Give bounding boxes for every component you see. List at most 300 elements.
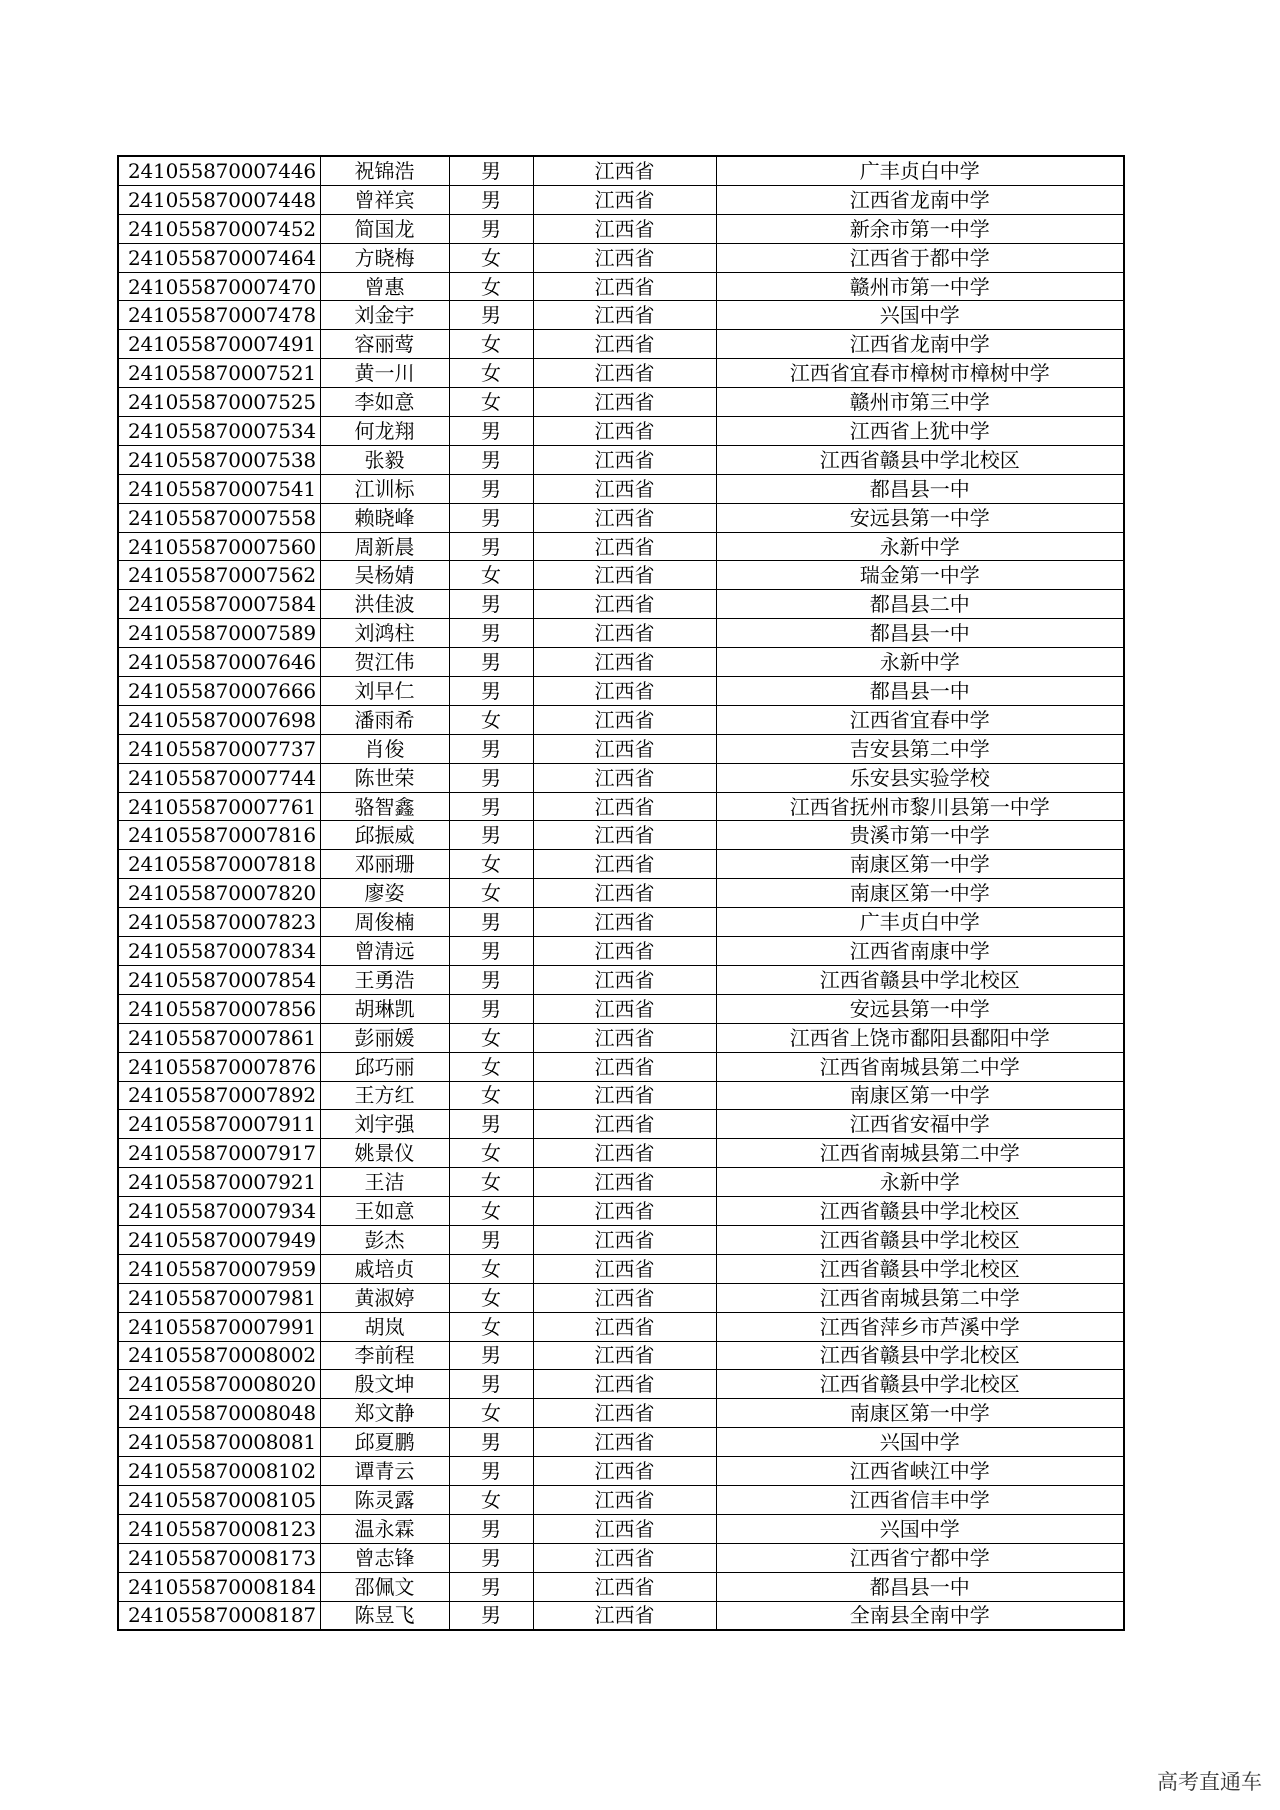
school-cell: 江西省宜春市樟树市樟树中学 [716,359,1124,388]
gender-cell: 女 [449,1023,533,1052]
exam-id-cell: 241055870007861 [118,1023,320,1052]
gender-cell: 女 [449,1081,533,1110]
gender-cell: 男 [449,792,533,821]
school-cell: 广丰贞白中学 [716,908,1124,937]
gender-cell: 男 [449,994,533,1023]
gender-cell: 男 [449,619,533,648]
province-cell: 江西省 [533,330,716,359]
gender-cell: 女 [449,850,533,879]
school-cell: 都昌县一中 [716,1572,1124,1601]
table-row [118,648,1124,677]
exam-id-cell: 241055870007981 [118,1283,320,1312]
table-row [118,503,1124,532]
exam-id-cell: 241055870007464 [118,243,320,272]
province-cell: 江西省 [533,503,716,532]
table-row [118,937,1124,966]
province-cell: 江西省 [533,359,716,388]
province-cell: 江西省 [533,1572,716,1601]
name-cell: 廖姿 [320,879,449,908]
exam-id-cell: 241055870007876 [118,1052,320,1081]
school-cell: 广丰贞白中学 [716,156,1124,185]
student-roster-table [117,155,1125,1631]
school-cell: 全南县全南中学 [716,1601,1124,1630]
exam-id-cell: 241055870007470 [118,272,320,301]
province-cell: 江西省 [533,1081,716,1110]
exam-id-cell: 241055870007698 [118,705,320,734]
province-cell: 江西省 [533,1168,716,1197]
exam-id-cell: 241055870007856 [118,994,320,1023]
gender-cell: 男 [449,1341,533,1370]
province-cell: 江西省 [533,214,716,243]
school-cell: 永新中学 [716,648,1124,677]
table-row [118,994,1124,1023]
exam-id-cell: 241055870007744 [118,763,320,792]
school-cell: 江西省宜春中学 [716,705,1124,734]
province-cell: 江西省 [533,185,716,214]
name-cell: 王如意 [320,1197,449,1226]
name-cell: 陈灵露 [320,1485,449,1514]
province-cell: 江西省 [533,272,716,301]
name-cell: 何龙翔 [320,417,449,446]
gender-cell: 男 [449,532,533,561]
table-row [118,359,1124,388]
gender-cell: 男 [449,677,533,706]
name-cell: 胡岚 [320,1312,449,1341]
table-row [118,705,1124,734]
school-cell: 乐安县实验学校 [716,763,1124,792]
school-cell: 江西省龙南中学 [716,185,1124,214]
exam-id-cell: 241055870008187 [118,1601,320,1630]
school-cell: 江西省赣县中学北校区 [716,1254,1124,1283]
name-cell: 潘雨希 [320,705,449,734]
table-row [118,1485,1124,1514]
school-cell: 都昌县一中 [716,474,1124,503]
exam-id-cell: 241055870008002 [118,1341,320,1370]
province-cell: 江西省 [533,417,716,446]
province-cell: 江西省 [533,1139,716,1168]
gender-cell: 男 [449,1370,533,1399]
exam-id-cell: 241055870007854 [118,965,320,994]
gender-cell: 男 [449,937,533,966]
school-cell: 南康区第一中学 [716,879,1124,908]
name-cell: 黄淑婷 [320,1283,449,1312]
school-cell: 江西省安福中学 [716,1110,1124,1139]
name-cell: 方晓梅 [320,243,449,272]
exam-id-cell: 241055870007558 [118,503,320,532]
exam-id-cell: 241055870007917 [118,1139,320,1168]
province-cell: 江西省 [533,445,716,474]
gender-cell: 男 [449,1601,533,1630]
exam-id-cell: 241055870007934 [118,1197,320,1226]
gender-cell: 女 [449,388,533,417]
name-cell: 陈昱飞 [320,1601,449,1630]
province-cell: 江西省 [533,908,716,937]
province-cell: 江西省 [533,1399,716,1428]
exam-id-cell: 241055870007737 [118,734,320,763]
school-cell: 江西省赣县中学北校区 [716,1225,1124,1254]
school-cell: 都昌县一中 [716,619,1124,648]
school-cell: 江西省赣县中学北校区 [716,1341,1124,1370]
province-cell: 江西省 [533,677,716,706]
table-row [118,1312,1124,1341]
gender-cell: 男 [449,214,533,243]
watermark-text: 高考直通车 [1157,1770,1262,1794]
province-cell: 江西省 [533,821,716,850]
province-cell: 江西省 [533,734,716,763]
exam-id-cell: 241055870007892 [118,1081,320,1110]
gender-cell: 男 [449,648,533,677]
school-cell: 南康区第一中学 [716,1081,1124,1110]
province-cell: 江西省 [533,1110,716,1139]
gender-cell: 女 [449,1254,533,1283]
province-cell: 江西省 [533,1543,716,1572]
gender-cell: 男 [449,908,533,937]
exam-id-cell: 241055870008020 [118,1370,320,1399]
province-cell: 江西省 [533,1283,716,1312]
exam-id-cell: 241055870007584 [118,590,320,619]
gender-cell: 女 [449,359,533,388]
name-cell: 吴杨婧 [320,561,449,590]
gender-cell: 男 [449,763,533,792]
school-cell: 安远县第一中学 [716,503,1124,532]
school-cell: 江西省赣县中学北校区 [716,445,1124,474]
province-cell: 江西省 [533,1197,716,1226]
exam-id-cell: 241055870008173 [118,1543,320,1572]
name-cell: 郑文静 [320,1399,449,1428]
school-cell: 江西省于都中学 [716,243,1124,272]
name-cell: 赖晓峰 [320,503,449,532]
exam-id-cell: 241055870007816 [118,821,320,850]
name-cell: 曾惠 [320,272,449,301]
table-row [118,185,1124,214]
name-cell: 邱巧丽 [320,1052,449,1081]
exam-id-cell: 241055870008105 [118,1485,320,1514]
table-row [118,879,1124,908]
table-row [118,1110,1124,1139]
school-cell: 江西省南城县第二中学 [716,1139,1124,1168]
gender-cell: 男 [449,590,533,619]
exam-id-cell: 241055870007446 [118,156,320,185]
school-cell: 都昌县一中 [716,677,1124,706]
name-cell: 彭丽媛 [320,1023,449,1052]
roster-body [118,156,1124,1630]
exam-id-cell: 241055870008184 [118,1572,320,1601]
table-row [118,445,1124,474]
school-cell: 南康区第一中学 [716,1399,1124,1428]
exam-id-cell: 241055870007991 [118,1312,320,1341]
name-cell: 曾清远 [320,937,449,966]
name-cell: 容丽莺 [320,330,449,359]
gender-cell: 男 [449,185,533,214]
gender-cell: 男 [449,156,533,185]
school-cell: 江西省信丰中学 [716,1485,1124,1514]
table-row [118,619,1124,648]
name-cell: 肖俊 [320,734,449,763]
province-cell: 江西省 [533,474,716,503]
gender-cell: 女 [449,1485,533,1514]
exam-id-cell: 241055870007478 [118,301,320,330]
table-row [118,763,1124,792]
gender-cell: 男 [449,1543,533,1572]
school-cell: 江西省赣县中学北校区 [716,965,1124,994]
name-cell: 温永霖 [320,1514,449,1543]
table-row [118,1023,1124,1052]
province-cell: 江西省 [533,965,716,994]
school-cell: 永新中学 [716,1168,1124,1197]
gender-cell: 女 [449,1283,533,1312]
table-row [118,1341,1124,1370]
table-row [118,532,1124,561]
table-row [118,330,1124,359]
exam-id-cell: 241055870007448 [118,185,320,214]
name-cell: 贺江伟 [320,648,449,677]
name-cell: 祝锦浩 [320,156,449,185]
school-cell: 江西省上饶市鄱阳县鄱阳中学 [716,1023,1124,1052]
table-row [118,1052,1124,1081]
province-cell: 江西省 [533,1052,716,1081]
school-cell: 都昌县二中 [716,590,1124,619]
gender-cell: 女 [449,1312,533,1341]
gender-cell: 女 [449,272,533,301]
province-cell: 江西省 [533,1312,716,1341]
name-cell: 胡琳凯 [320,994,449,1023]
exam-id-cell: 241055870008081 [118,1428,320,1457]
province-cell: 江西省 [533,1428,716,1457]
table-row [118,1283,1124,1312]
exam-id-cell: 241055870007589 [118,619,320,648]
table-row [118,561,1124,590]
name-cell: 刘鸿柱 [320,619,449,648]
province-cell: 江西省 [533,1601,716,1630]
school-cell: 江西省萍乡市芦溪中学 [716,1312,1124,1341]
school-cell: 江西省宁都中学 [716,1543,1124,1572]
table-row [118,272,1124,301]
name-cell: 张毅 [320,445,449,474]
table-row [118,850,1124,879]
table-row [118,1081,1124,1110]
gender-cell: 女 [449,1052,533,1081]
exam-id-cell: 241055870007834 [118,937,320,966]
province-cell: 江西省 [533,561,716,590]
name-cell: 谭青云 [320,1457,449,1486]
exam-id-cell: 241055870007452 [118,214,320,243]
name-cell: 邵佩文 [320,1572,449,1601]
province-cell: 江西省 [533,619,716,648]
gender-cell: 男 [449,1428,533,1457]
name-cell: 李前程 [320,1341,449,1370]
gender-cell: 男 [449,965,533,994]
exam-id-cell: 241055870008102 [118,1457,320,1486]
table-row [118,1168,1124,1197]
table-row [118,1254,1124,1283]
school-cell: 江西省南城县第二中学 [716,1283,1124,1312]
exam-id-cell: 241055870007562 [118,561,320,590]
school-cell: 安远县第一中学 [716,994,1124,1023]
table-row [118,734,1124,763]
school-cell: 永新中学 [716,532,1124,561]
table-row [118,1139,1124,1168]
province-cell: 江西省 [533,1514,716,1543]
school-cell: 江西省峡江中学 [716,1457,1124,1486]
table-row [118,1197,1124,1226]
gender-cell: 女 [449,1139,533,1168]
school-cell: 兴国中学 [716,1428,1124,1457]
province-cell: 江西省 [533,1254,716,1283]
gender-cell: 男 [449,1572,533,1601]
table-row [118,1514,1124,1543]
province-cell: 江西省 [533,994,716,1023]
exam-id-cell: 241055870007818 [118,850,320,879]
gender-cell: 女 [449,1399,533,1428]
exam-id-cell: 241055870007560 [118,532,320,561]
name-cell: 王方红 [320,1081,449,1110]
gender-cell: 女 [449,330,533,359]
gender-cell: 女 [449,561,533,590]
gender-cell: 女 [449,243,533,272]
province-cell: 江西省 [533,850,716,879]
table-row [118,965,1124,994]
school-cell: 江西省赣县中学北校区 [716,1370,1124,1399]
gender-cell: 男 [449,301,533,330]
name-cell: 王勇浩 [320,965,449,994]
table-row [118,1399,1124,1428]
exam-id-cell: 241055870008048 [118,1399,320,1428]
table-row [118,474,1124,503]
school-cell: 赣州市第三中学 [716,388,1124,417]
gender-cell: 男 [449,1514,533,1543]
table-row [118,792,1124,821]
school-cell: 新余市第一中学 [716,214,1124,243]
school-cell: 江西省南城县第二中学 [716,1052,1124,1081]
province-cell: 江西省 [533,1225,716,1254]
province-cell: 江西省 [533,301,716,330]
school-cell: 江西省抚州市黎川县第一中学 [716,792,1124,821]
name-cell: 姚景仪 [320,1139,449,1168]
name-cell: 黄一川 [320,359,449,388]
school-cell: 赣州市第一中学 [716,272,1124,301]
gender-cell: 男 [449,445,533,474]
exam-id-cell: 241055870007521 [118,359,320,388]
exam-id-cell: 241055870007646 [118,648,320,677]
table-row [118,243,1124,272]
name-cell: 曾祥宾 [320,185,449,214]
exam-id-cell: 241055870007911 [118,1110,320,1139]
name-cell: 周新晨 [320,532,449,561]
school-cell: 江西省龙南中学 [716,330,1124,359]
name-cell: 彭杰 [320,1225,449,1254]
table-row [118,388,1124,417]
name-cell: 曾志锋 [320,1543,449,1572]
gender-cell: 男 [449,1225,533,1254]
province-cell: 江西省 [533,763,716,792]
gender-cell: 男 [449,734,533,763]
school-cell: 江西省赣县中学北校区 [716,1197,1124,1226]
province-cell: 江西省 [533,1023,716,1052]
gender-cell: 男 [449,1110,533,1139]
gender-cell: 男 [449,1457,533,1486]
school-cell: 兴国中学 [716,1514,1124,1543]
gender-cell: 男 [449,821,533,850]
school-cell: 兴国中学 [716,301,1124,330]
gender-cell: 女 [449,705,533,734]
province-cell: 江西省 [533,1341,716,1370]
province-cell: 江西省 [533,879,716,908]
exam-id-cell: 241055870007541 [118,474,320,503]
table-row [118,590,1124,619]
school-cell: 南康区第一中学 [716,850,1124,879]
name-cell: 王洁 [320,1168,449,1197]
name-cell: 陈世荣 [320,763,449,792]
table-row [118,1601,1124,1630]
name-cell: 刘宇强 [320,1110,449,1139]
gender-cell: 女 [449,879,533,908]
exam-id-cell: 241055870007491 [118,330,320,359]
table-row [118,1370,1124,1399]
name-cell: 刘金宇 [320,301,449,330]
name-cell: 邱振威 [320,821,449,850]
exam-id-cell: 241055870007823 [118,908,320,937]
exam-id-cell: 241055870007921 [118,1168,320,1197]
province-cell: 江西省 [533,388,716,417]
name-cell: 骆智鑫 [320,792,449,821]
province-cell: 江西省 [533,1370,716,1399]
school-cell: 吉安县第二中学 [716,734,1124,763]
table-row [118,908,1124,937]
table-row [118,1457,1124,1486]
gender-cell: 男 [449,474,533,503]
exam-id-cell: 241055870008123 [118,1514,320,1543]
table-row [118,1572,1124,1601]
exam-id-cell: 241055870007761 [118,792,320,821]
exam-id-cell: 241055870007534 [118,417,320,446]
table-row [118,417,1124,446]
school-cell: 江西省上犹中学 [716,417,1124,446]
gender-cell: 男 [449,503,533,532]
exam-id-cell: 241055870007959 [118,1254,320,1283]
table-row [118,821,1124,850]
province-cell: 江西省 [533,648,716,677]
table-row [118,1428,1124,1457]
name-cell: 江训标 [320,474,449,503]
table-row [118,1225,1124,1254]
name-cell: 殷文坤 [320,1370,449,1399]
province-cell: 江西省 [533,792,716,821]
gender-cell: 女 [449,1168,533,1197]
province-cell: 江西省 [533,590,716,619]
gender-cell: 男 [449,417,533,446]
province-cell: 江西省 [533,1457,716,1486]
school-cell: 贵溪市第一中学 [716,821,1124,850]
province-cell: 江西省 [533,243,716,272]
exam-id-cell: 241055870007538 [118,445,320,474]
exam-id-cell: 241055870007820 [118,879,320,908]
name-cell: 李如意 [320,388,449,417]
name-cell: 周俊楠 [320,908,449,937]
table-row [118,677,1124,706]
table-row [118,301,1124,330]
name-cell: 戚培贞 [320,1254,449,1283]
name-cell: 邱夏鹏 [320,1428,449,1457]
province-cell: 江西省 [533,937,716,966]
province-cell: 江西省 [533,1485,716,1514]
name-cell: 洪佳波 [320,590,449,619]
school-cell: 江西省南康中学 [716,937,1124,966]
gender-cell: 女 [449,1197,533,1226]
province-cell: 江西省 [533,705,716,734]
name-cell: 刘早仁 [320,677,449,706]
exam-id-cell: 241055870007666 [118,677,320,706]
exam-id-cell: 241055870007525 [118,388,320,417]
